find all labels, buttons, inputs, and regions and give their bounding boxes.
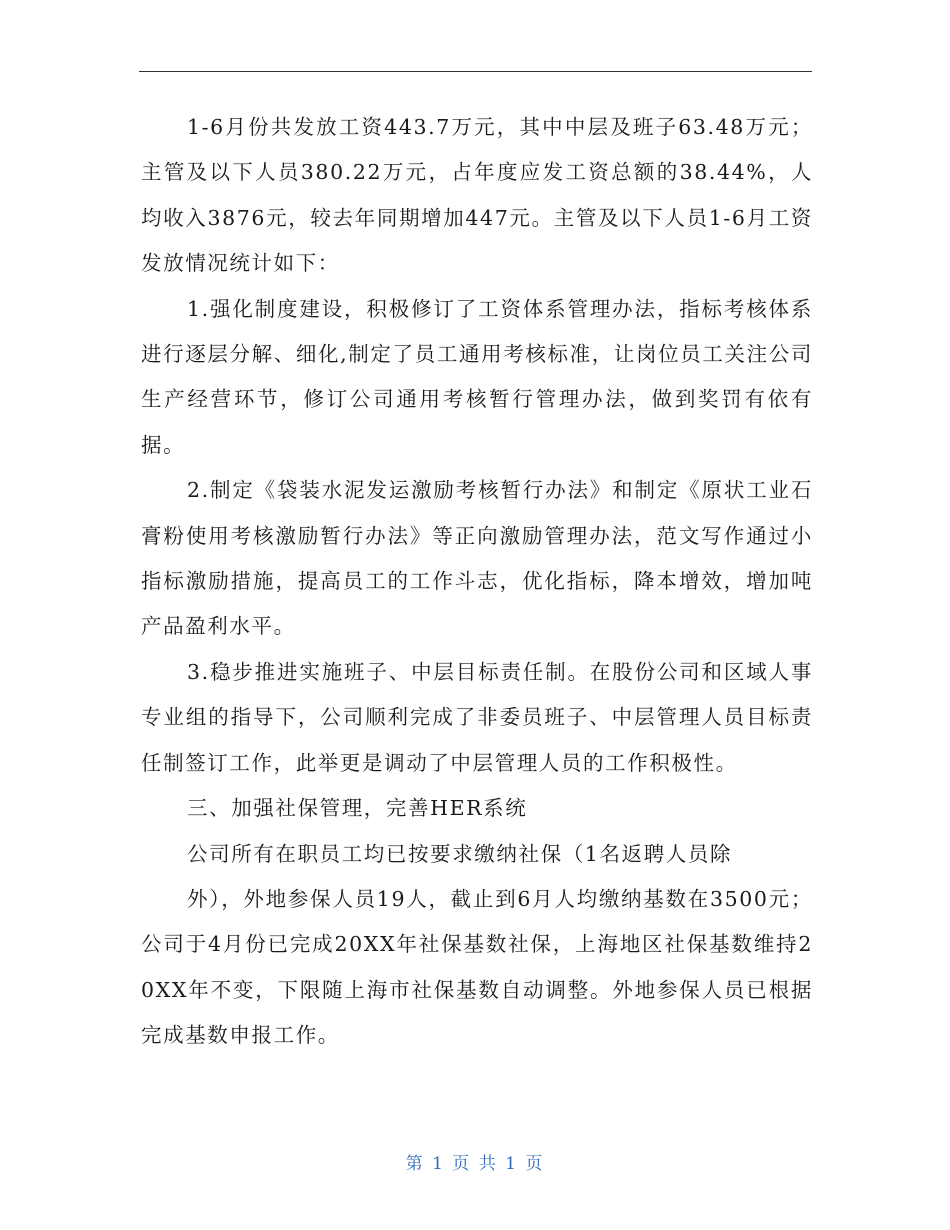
page-number-footer: 第 1 页 共 1 页 (405, 1154, 545, 1174)
paragraph-item-2: 2.制定《袋装水泥发运激励考核暂行办法》和制定《原状工业石膏粉使用考核激励暂行办法》等正向激励管理办法，范文写作通过小指标激励措施，提高员工的工作斗志，优化指标，降本增效，增加吨产品盈利水平。 (141, 478, 813, 639)
paragraph-item-3: 3.稳步推进实施班子、中层目标责任制。在股份公司和区域人事专业组的指导下，公司顺利完成了非委员班子、中层管理人员目标责任制签订工作，此举更是调动了中层管理人员的工作积极性。 (141, 659, 813, 775)
section-heading-social-security: 三、加强社保管理，完善HER系统 (187, 796, 528, 821)
paragraph-salary-summary: 1-6月份共发放工资443.7万元，其中中层及班子63.48万元；主管及以下人员380.22万元，占年度应发工资总额的38.44%，人均收入3876元，较去年同期增加447元。主管及以下人员1-6月工资发放情况统计如下： (141, 115, 813, 276)
header-rule (139, 71, 812, 72)
paragraph-social-security-line1: 公司所有在职员工均已按要求缴纳社保（1名返聘人员除 (187, 841, 733, 866)
document-body (141, 105, 813, 1059)
paragraph-social-security-rest: 外），外地参保人员19人，截止到6月人均缴纳基数在3500元；公司于4月份已完成20XX年社保基数社保，上海地区社保基数维持20XX年不变，下限随上海市社保基数自动调整。外地参保人员已根据完成基数申报工作。 (141, 886, 813, 1048)
paragraph-item-1: 1.强化制度建设，积极修订了工资体系管理办法，指标考核体系进行逐层分解、细化,制定了员工通用考核标准，让岗位员工关注公司生产经营环节，修订公司通用考核暂行管理办法，做到奖罚有依有据。 (141, 296, 813, 457)
